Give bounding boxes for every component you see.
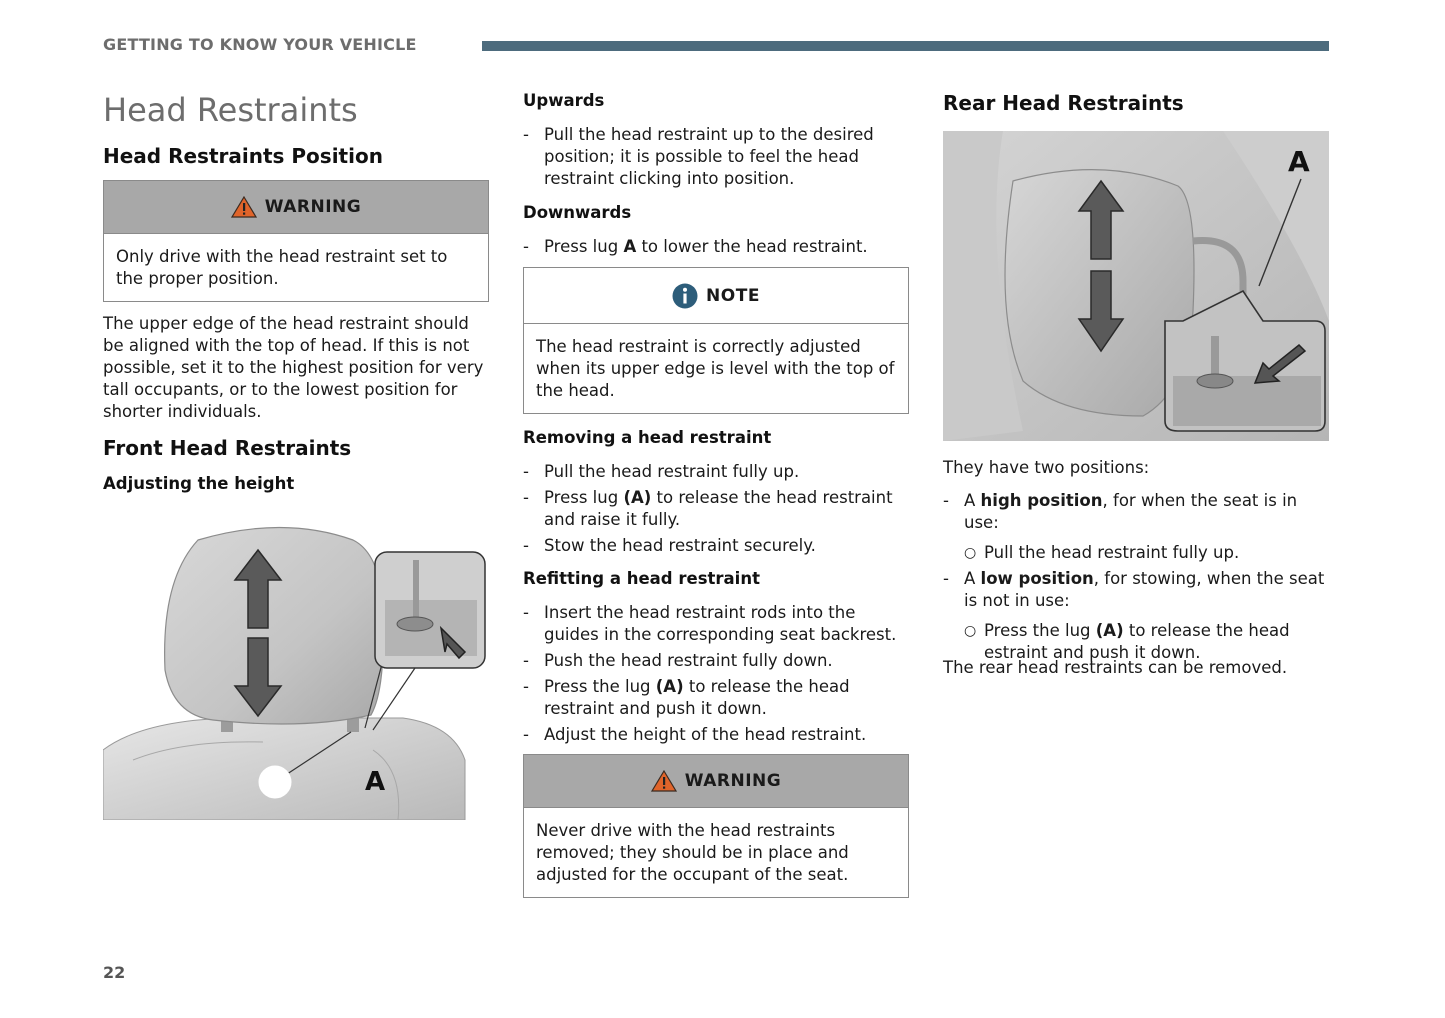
list-item: - Insert the head restraint rods into the guides in the corresponding seat backrest. — [523, 602, 909, 646]
note-label: NOTE — [706, 285, 760, 306]
list-item: - A low position, for stowing, when the seat is not in use: ○ Press the lug (A) to release the head estraint and push it down. — [943, 568, 1329, 664]
downwards-list — [523, 236, 909, 262]
list-item: - Adjust the height of the head restraint. — [523, 724, 909, 746]
note-text: The head restraint is correctly adjusted when its upper edge is level with the top of the head. — [536, 337, 895, 400]
warning-header — [524, 755, 908, 808]
warning-triangle-icon — [651, 770, 677, 792]
sub-list-item: ○ Pull the head restraint fully up. — [964, 542, 1329, 564]
list-item: - Pull the head restraint up to the desired position; it is possible to feel the head restraint clicking into position. — [523, 124, 909, 190]
warning-label: WARNING — [684, 771, 782, 791]
page-number: 22 — [103, 963, 126, 982]
list-item: - A high position, for when the seat is in use: ○ Pull the head restraint fully up. — [943, 490, 1329, 564]
list-item: - Press lug (A) to release the head restraint and raise it fully. — [523, 487, 909, 531]
warning-box-2 — [523, 754, 909, 898]
warning-label: WARNING — [264, 197, 362, 217]
section-header: GETTING TO KNOW YOUR VEHICLE — [103, 35, 417, 54]
positions-list — [943, 490, 1329, 668]
removable-note: The rear head restraints can be removed. — [943, 658, 1288, 677]
intro-paragraph: The upper edge of the head restraint should be aligned with the top of head. If this is not possible, set it to the highest position for very tall occupants, or to the lowest position for shorter individuals. — [103, 314, 484, 421]
rear-head-restraint-illustration — [943, 131, 1329, 441]
removing-list — [523, 461, 909, 561]
info-icon — [672, 283, 698, 309]
sub-list-item: ○ Press the lug (A) to release the head estraint and push it down. — [964, 620, 1329, 664]
refitting-list — [523, 602, 909, 750]
note-box — [523, 267, 909, 414]
downwards-heading: Downwards — [523, 203, 632, 222]
warning-header — [104, 181, 488, 234]
position-heading: Head Restraints Position — [103, 144, 383, 168]
warning-text: Never drive with the head restraints removed; they should be in place and adjusted for the occupant of the seat. — [536, 821, 849, 884]
note-header — [524, 268, 908, 324]
rear-illustration-label: A — [1288, 145, 1310, 178]
list-item: - Pull the head restraint fully up. — [523, 461, 909, 483]
list-item: - Press lug A to lower the head restraint. — [523, 236, 909, 258]
refitting-heading: Refitting a head restraint — [523, 569, 760, 588]
list-item: - Press the lug (A) to release the head restraint and push it down. — [523, 676, 909, 720]
warning-box-1 — [103, 180, 489, 302]
front-heading: Front Head Restraints — [103, 436, 352, 460]
warning-triangle-icon — [231, 196, 257, 218]
two-positions: They have two positions: — [943, 458, 1150, 477]
adjust-heading: Adjusting the height — [103, 474, 295, 493]
front-illustration-label: A — [365, 767, 386, 797]
removing-heading: Removing a head restraint — [523, 428, 772, 447]
sub-list — [964, 542, 1329, 564]
upwards-heading: Upwards — [523, 91, 605, 110]
list-item: - Stow the head restraint securely. — [523, 535, 909, 557]
list-item: - Push the head restraint fully down. — [523, 650, 909, 672]
header-bar — [482, 41, 1329, 51]
rear-heading: Rear Head Restraints — [943, 91, 1184, 115]
warning-text: Only drive with the head restraint set to the proper position. — [116, 247, 448, 288]
upwards-list — [523, 124, 909, 194]
front-head-restraint-illustration — [103, 520, 489, 820]
page-title: Head Restraints — [103, 91, 358, 129]
